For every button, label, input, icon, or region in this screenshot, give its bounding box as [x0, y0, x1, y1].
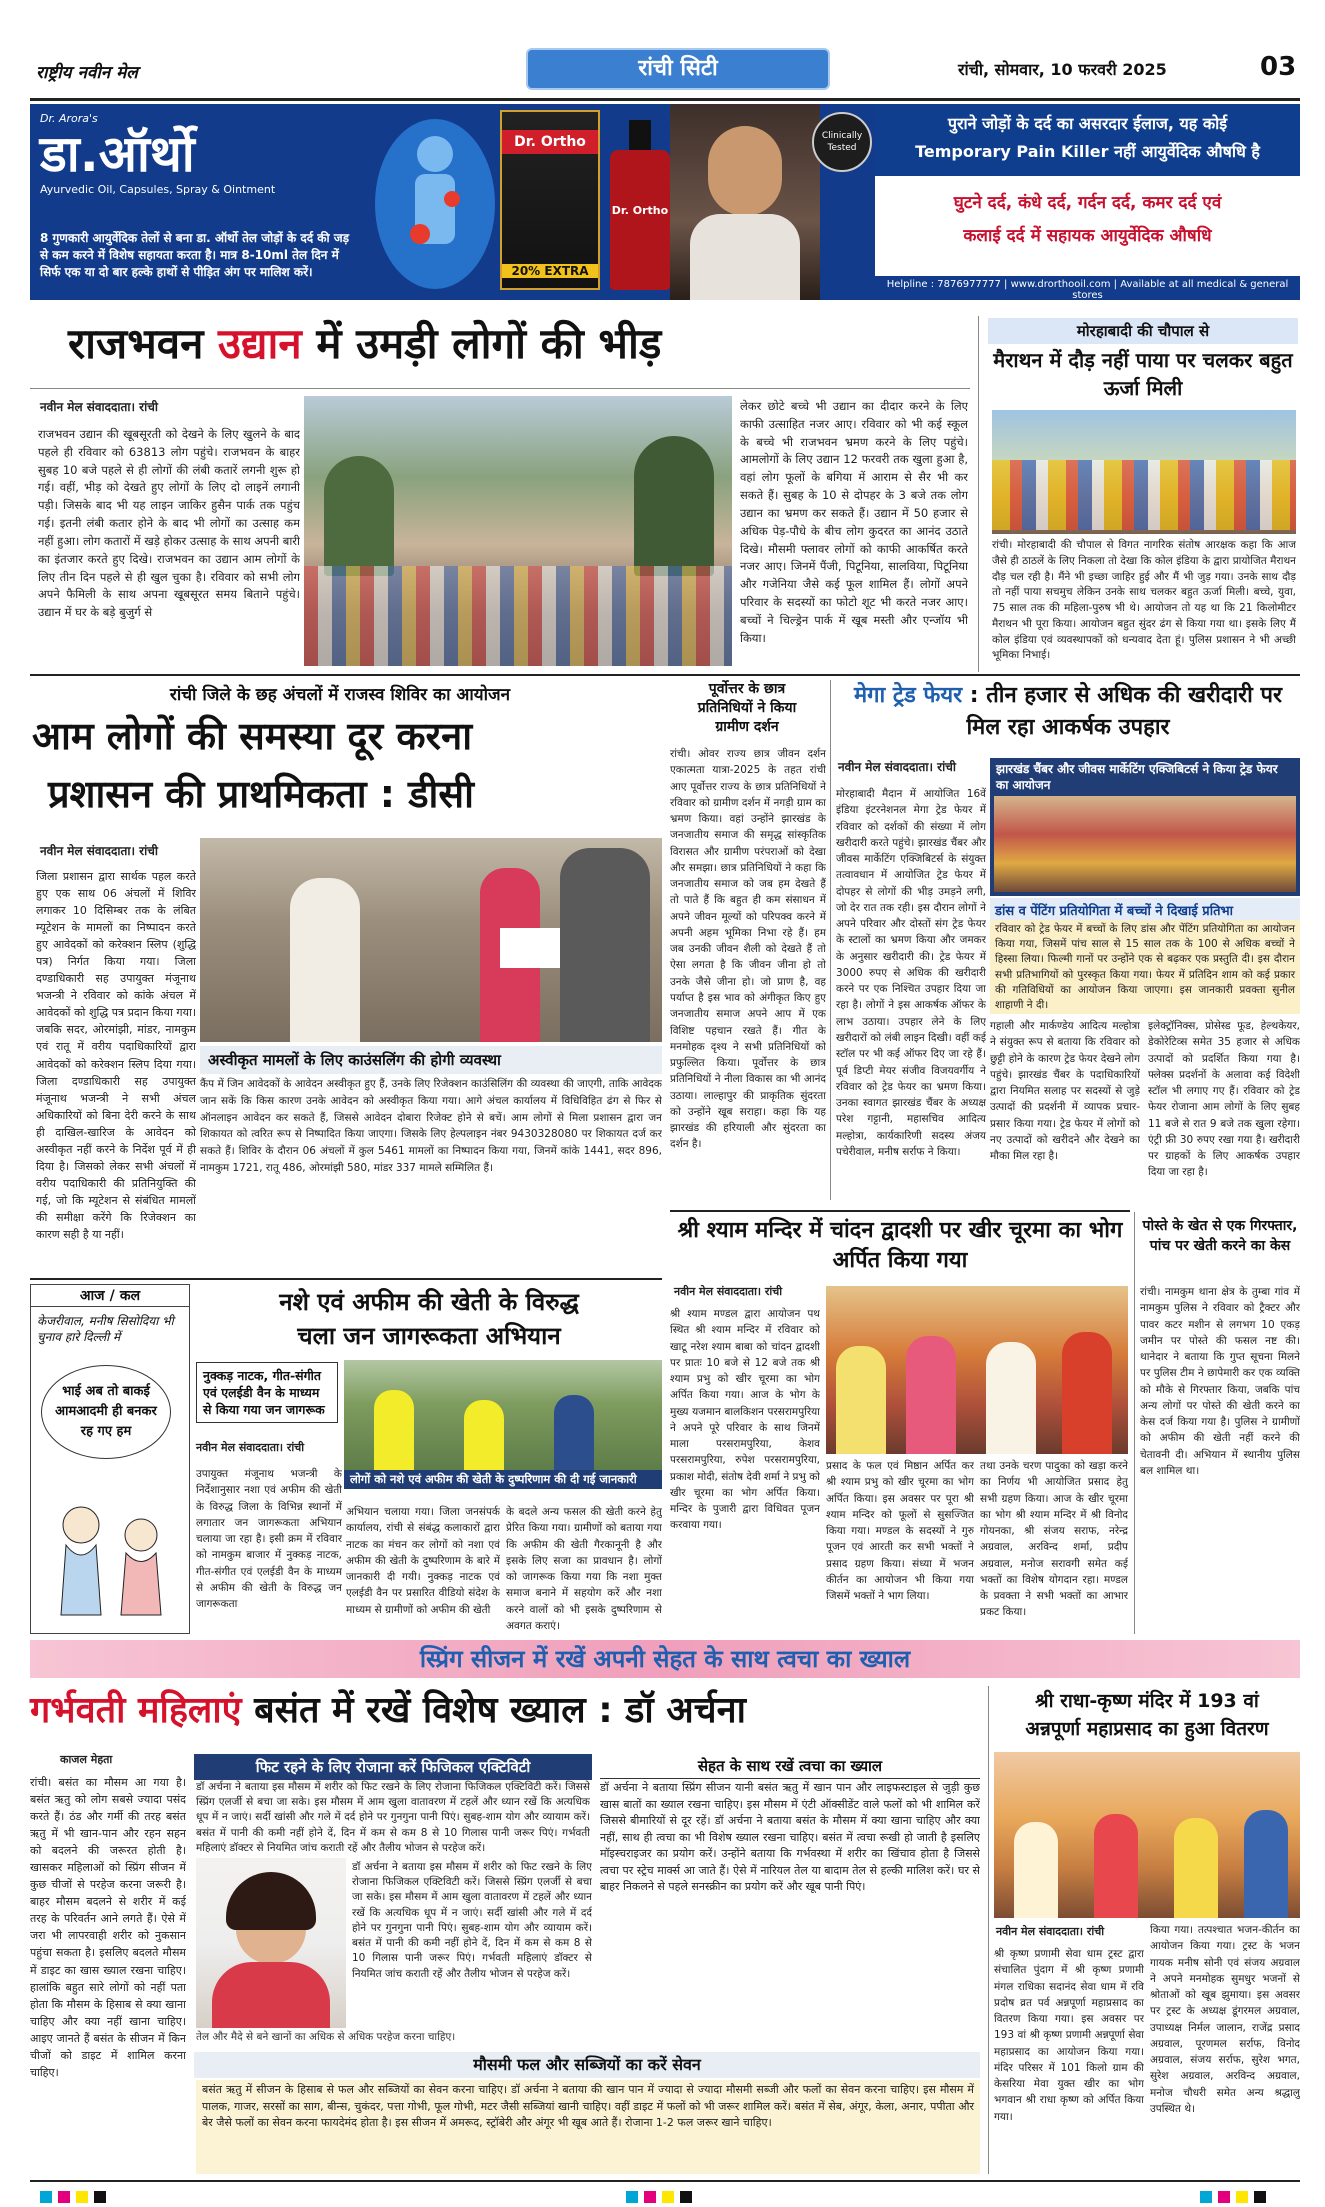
story3-byline: नवीन मेल संवाददाता। रांची	[196, 1441, 305, 1454]
story2-body: जिला प्रशासन द्वारा सार्थक पहल करते हुए एक साथ 06 अंचलों में शिविर लगाकर 10 दिसिम्बर तक के लंबित म्यूटेशन के मामलों का निष्पादन करते हुए आवेदकों को करेक्शन स्लिप (शुद्धि पत्र) निर्गत किया गया। जिला दण्डाधिकारी सह उपायुक्त मंजूनाथ भजन्त्री ने रविवार को कांके अंचल में आवेदकों को शुद्धि पत्र प्रदान किया गया। जबकि सदर, ओरमांझी, मांडर, नामकुम एवं रातू में वरीय पदाधिकारियों द्वारा आवेदकों को करेक्शन स्लिप दिया गया। जिला दण्डाधिकारी सह उपायुक्त मंजूनाथ भजन्त्री ने सभी अंचल अधिकारियों को बिना देरी करने के साथ ही दाखिल-खारिज के आवेदन को अस्वीकृत नहीं करने के निर्देश पूर्व में ही दिया है। जिसको लेकर सभी अंचलों में वरीय पदाधिकारी की प्रतिनियुक्ति की गई, जो कि म्यूटेशन से संबंधित मामलों की समीक्षा करेंगे कि रिजेक्शन का कारण सही है या नहीं।	[36, 870, 196, 1241]
story6-col2: प्रसाद के फल एवं मिष्ठान अर्पित कर श्री श्याम प्रभु को खीर चूरमा का भोग अर्पित किया। इस अवसर पर पूरा श्री श्याम मन्दिर को फूलों से सुसज्जित किया गया। मण्डल के सदस्यों ने गुरु पूजन एवं आरती कर सभी भक्तों ने प्रसाद ग्रहण किया। संध्या में भजन कीर्तन का आयोजन भी किया गया जिसमें भक्तों ने भाग लिया।	[826, 1460, 974, 1603]
column-divider-health	[988, 1686, 989, 2174]
story4-kicker-2: प्रतिनिधियों ने किया	[697, 700, 797, 716]
ad-brand-sub: Ayurvedic Oil, Capsules, Spray & Ointment	[40, 183, 276, 196]
story6-photo	[826, 1286, 1128, 1454]
health-byline: काजल मेहता	[60, 1753, 113, 1766]
story5-box-title: झारखंड चैंबर और जीवस मार्केटिंग एक्जिबिटर्स ने किया ट्रेड फेयर का आयोजन	[996, 762, 1278, 792]
story2-kicker: रांची जिले के छह अंचलों में राजस्व शिविर का आयोजन	[169, 685, 511, 705]
health-body: रांची। बसंत का मौसम आ गया है। बसंत ऋतु को लोग सबसे ज्यादा पसंद करते हैं। ठंड और गर्मी की तरह बसंत ऋतु में भी खान-पान और रहन सहन को बदलने की जरूरत होती है। खासकर महिलाओं को स्प्रिंग सीजन में कुछ चीजों से परहेज करना जरूरी है। बाहर मौसम बदलने से शरीर में कई तरह के परिवर्तन आने लगते हैं। ऐसे में जरा भी लापरवाही शरीर को नुकसान पहुंचा सकता है। इसलिए बदलते मौसम में डाइट का खास ख्याल रखना चाहिए। हालांकि बहुत सारे लोगों को नहीं पता होता कि मौसम के हिसाब से क्या खाना चाहिए और क्या नहीं खाना चाहिए। आइए जानते हैं बसंत के सीजन में किन चीजों को डाइट में शामिल करना चाहिए।	[30, 1776, 186, 2079]
registration-marks-left	[40, 2188, 112, 2207]
story1-headline-a: राजभवन	[68, 319, 219, 368]
ad-tested-text: Clinically Tested	[821, 131, 863, 153]
cartoon-caption: केजरीवाल, मनीष सिसोदिया भी चुनाव हारे दिल्ली में	[37, 1314, 174, 1344]
ad-tagline1: पुराने जोड़ों के दर्द का असरदार ईलाज, यह कोई	[947, 114, 1228, 133]
right1-kicker: मोरहाबादी की चौपाल से	[988, 318, 1298, 344]
ad-brand: डा.ऑर्थो	[40, 125, 195, 183]
fruit-head-bar	[194, 2052, 980, 2078]
registration-marks-right	[1200, 2188, 1272, 2207]
story3-col2: अभियान चलाया गया। जिला जनसंपर्क कार्यालय, रांची से संबंद्ध कलाकारों द्वारा नाटक का मंचन कर लोगों को नशा एवं अफीम की खेती के दुष्परिणाम के बारे में जानकारी दी गयी। नुक्कड़ नाटक एवं एलईडी वैन पर प्रसारित वीडियो संदेश के माध्यम से ग्रामीणों को अफीम की खेती	[346, 1506, 500, 1616]
fit-body: डॉ अर्चना ने बताया इस मौसम में शरीर को फिट रखने के लिए रोजाना फिजिकल एक्टिविटी करें। जिससे स्प्रिंग एलर्जी से बचा जा सके। इस मौसम में आम खुला वातावरण में टहलें और ध्यान रखें कि अत्यधिक धूप में न जाएं। सर्दी खांसी और गले में दर्द होने पर गुनगुना पानी पिएं। सुबह-शाम योग और व्यायाम करें। बसंत में पानी की कमी नहीं होने दें, दिन में कम से कम 8 से 10 गिलास पानी जरूर पिएं। गर्भवती महिलाएं डॉक्टर से नियमित जांच कराती रहें और तैलीय भोजन से परहेज करें।	[196, 1781, 590, 1854]
story1-headline-b: उद्यान	[218, 319, 302, 368]
story4-body: रांची। ओवर राज्य छात्र जीवन दर्शन एकात्मता यात्रा-2025 के तहत रांची आए पूर्वोत्तर राज्य के छात्र प्रतिनिधियों ने रविवार को ग्रामीण दर्शन में नगड़ी ग्राम का भ्रमण किया। वहां उन्होंने झारखंड के जनजातीय समाज की समृद्ध सांस्कृतिक विरासत और ग्रामीण परंपराओं को देखा और समझा। छात्र प्रतिनिधियों ने कहा कि जनजातीय समाज को जब हम देखते हैं तो पाते हैं कि बहुत ही कम संसाधन में अपने जीवन मूल्यों को परिपक्व करने में अपनी अहम भूमिका निभा रहे हैं। हम जब उनकी जीवन शैली को देखते हैं तो ऐसा लगता है कि जीवन जीना हो तो उनके जैसे जीना हो। जो प्राण है, वह पर्याप्त है इस भाव को अंगीकृत किए हुए जनजातीय समाज अपने आप में एक विशिष्ट पहचान रखते हैं। गीत के मनमोहक दृश्य ने सभी प्रतिनिधियों को प्रफुल्लित किया। पूर्वोत्तर के छात्र प्रतिनिधियों ने नीला विकास का भी आनंद उठाया। लाल्हापुर की प्राकृतिक सुंदरता को उन्होंने खूब सराहा। कहा कि यह झारखंड की हरियाली और सुंदरता का दर्शन है।	[670, 748, 826, 1151]
story3-headline1: नशे एवं अफीम की खेती के विरुद्ध	[279, 1288, 579, 1316]
story1-col2: लेकर छोटे बच्चे भी उद्यान का दीदार करने के लिए काफी उत्साहित नजर आए। रविवार को भी कई स्कूल के बच्चे भी राजभवन भ्रमण करने के लिए पहुंचे। आमलोगों के लिए उद्यान 12 फरवरी तक खुला हुआ है, वहां लोग फूलों के बगिया में आराम से सैर भी कर सकते हैं। सुबह के 10 से दोपहर के 3 बजे तक लोग उद्यान का भ्रमण कर सकते हैं। उद्यान में 50 हजार से अधिक पेड़-पौधे के बीच लोग कुदरत का आनंद उठाते दिखे। मौसमी फ्लावर लोगों को काफी आकर्षित करते नजर आए। जिनमें पैंजी, पिटूनिया, सालविया, पिटूनिया और गजेनिया जैसे कई फूल शामिल हैं। लोगों अपने परिवार के सदस्यों का फोटो शूट भी करते नजर आए। बच्चों ने चिल्ड्रेन पार्क में खूब मस्ती और एन्जॉय भी किया।	[740, 399, 968, 645]
health-banner-text: स्प्रिंग सीजन में रखें अपनी सेहत के साथ त्वचा का ख्याल	[419, 1645, 911, 1673]
story2-byline: नवीन मेल संवाददाता। रांची	[40, 844, 158, 858]
doctor-photo	[196, 1858, 346, 2028]
story5-photo	[994, 796, 1296, 892]
ad-tagline3: घुटने दर्द, कंधे दर्द, गर्दन दर्द, कमर दर्द एवं	[953, 193, 1222, 213]
story8-photo	[994, 1752, 1300, 1918]
story1-headline-c: में उमड़ी लोगों की भीड़	[301, 319, 662, 368]
ad-body-illustration	[360, 114, 510, 294]
story8-headline2: अन्नपूर्णा महाप्रसाद का हुआ वितरण	[1025, 1718, 1269, 1740]
story5-col2: इलेक्ट्रॉनिक्स, प्रोसेस्ड फूड, हेल्थकेयर, डेकोरेटिव्स समेत 35 हजार से अधिक उत्पादों को प्रदर्शित किया गया है। फ्लेक्स प्रदर्शनों के अलावा कई विदेशी स्टॉल भी लगाए गए हैं। रविवार को ट्रेड फेयर रोजाना आम लोगों के लिए सुबह 11 बजे से रात 9 बजे तक खुला रहेगा। एंट्री फ्री 30 रुपए रखा गया है। खरीदारी पर ग्राहकों के लिए आकर्षक उपहार दिया जा रहा है।	[1148, 1020, 1300, 1179]
ad-banner	[30, 104, 1300, 300]
story3-col1: उपायुक्त मंजूनाथ भजन्त्री के निर्देशानुसार नशा एवं अफीम की खेती के विरुद्ध जिला के विभिन्न स्थानों में लगातार जन जागरूकता अभियान चलाया जा रहा है। इसी क्रम में रविवार को नामकुम बाजार में नुक्कड़ नाटक, गीत-संगीत एवं एलईडी वैन के माध्यम से अफीम की खेती के विरुद्ध जन जागरूकता	[196, 1468, 342, 1611]
story4-kicker	[672, 680, 822, 737]
ad-bottle2-label: Dr. Ortho	[611, 204, 669, 217]
footer-rule	[30, 2180, 1300, 2182]
skin-body: डॉ अर्चना ने बताया स्प्रिंग सीजन यानी बसंत ऋतु में खान पान और लाइफस्टाइल से जुड़ी कुछ खास बातों का ख्याल रखना चाहिए। इस मौसम में एंटी ऑक्सीडेंट वाले फलों को भी शामिल करें जिससे बीमारियों से दूर रहें। डॉ अर्चना ने बताया बसंत के मौसम में क्या खाना चाहिए और क्या नहीं, साथ ही त्वचा का भी विशेष ख्याल रखना चाहिए। बसंत में त्वचा रूखी हो जाती है इसलिए मॉइस्चराइजर का प्रयोग करें। उन्होंने बताया कि गर्भवस्था में शरीर का खिंचाव होता है जिससे त्वचा पर स्ट्रेच मार्क्स आ जाते हैं। ऐसे में नारियल तेल या बादाम तेल से हल्की मालिश करें। घर से बाहर निकलने से पहले सनस्क्रीन का प्रयोग करें और खूब पानी पिएं।	[600, 1781, 980, 1893]
story4-kicker-1: पूर्वोत्तर के छात्र	[708, 681, 786, 697]
story8-col2: किया गया। तत्पश्चात भजन-कीर्तन का आयोजन किया गया। ट्रस्ट के भजन गायक मनीष सोनी एवं संजय अग्रवाल ने अपने मनमोहक सुमधुर भजनों से श्रोताओं को खूब झुमाया। इस अवसर पर ट्रस्ट के अध्यक्ष डूंगरमल अग्रवाल, उपाध्यक्ष निर्मल जालान, राजेंद्र प्रसाद अग्रवाल, पूरणमल सर्राफ, विनोद अग्रवाल, संजय सर्राफ, सुरेश भगत, सुरेश अग्रवाल, अरविन्द अग्रवाल, मनोज चौधरी समेत अन्य श्रद्धालु उपस्थित थे।	[1150, 1924, 1300, 2115]
cartoon-tag2: कल	[119, 1288, 141, 1304]
column-divider-far	[1134, 1212, 1135, 1634]
story5-photo-box	[990, 758, 1300, 896]
story8-headline1: श्री राधा-कृष्ण मंदिर में 193 वां	[1035, 1690, 1259, 1712]
story2-subbody: कैंप में जिन आवेदकों के आवेदन अस्वीकृत हुए हैं, उनके लिए रिजेक्शन काउंसिलिंग की व्यवस्था की जाएगी, ताकि आवेदक जान सकें कि किस कारण उनके आवेदन को अस्वीकृत किया गया। आगे अंचल कार्यालय में विधिविहित ढंग से फिर से ऑनलाइन आवेदन कर सकते हैं, जिससे आवेदन दोबारा रिजेक्ट होने से बचें। आम लोगों से मिला प्रशासन द्वारा जन शिकायत को त्वरित रूप से निष्पादित किया जाएगा। जिसके लिए हेल्पलाइन नंबर 9430328080 पर शिकायत दर्ज कर सकते हैं। शिविर के दौरान 06 अंचलों में कुल 5461 मामलों का निष्पादन किया गया, जिनमें कांके 1441, सदर 896, नामकुम 1721, रातू 486, ओरमांझी 580, मांडर 337 मामले सम्मिलित हैं।	[200, 1078, 662, 1174]
cartoon-bubble: भाई अब तो बाकई आमआदमी ही बनकर रह गए हम	[41, 1365, 171, 1459]
story3-col3: के बदले अन्य फसल की खेती करने हेतु प्रेरित किया गया। ग्रामीणों को बताया गया कि अफीम की खेती गैरकानूनी है और इसके लिए सजा का प्रावधान है। लोगों को जागरूक किया गया कि नशा मुक्त समाज बनाने में सहयोग करें और नशा करने वालों को भी इसके दुष्परिणाम से अवगत कराएं।	[506, 1506, 662, 1632]
ad-bottle	[610, 120, 670, 290]
story6-col1: श्री श्याम मण्डल द्वारा आयोजन पथ स्थित श्री श्याम मन्दिर में रविवार को खाटू नरेश श्याम बाबा को चांदन द्वादशी पर प्रातः 10 बजे से 12 बजे तक श्री श्याम प्रभु को खीर चूरमा का भोग अर्पित किया गया। आज के भोग के मुख्य यजमान बालकिशन परसरामपुरिया ने अपने पूरे परिवार के साथ जिनमें माला परसरामपुरिया, केशव परसरामपुरिया, रुपेश परसरामपुरिया, प्रकाश मोदी, संतोष देवी शर्मा ने प्रभु को खीर चूरमा का भोग अर्पित किया। मन्दिर के पुजारी द्वारा विधिवत पूजन करवाया गया।	[670, 1308, 820, 1532]
ad-brand-box	[40, 112, 340, 230]
skin-head: सेहत के साथ रखें त्वचा का ख्याल	[600, 1754, 980, 1779]
right1-photo	[992, 410, 1296, 534]
story1-headline	[68, 318, 968, 370]
health-headline-a: गर्भवती महिलाएं	[30, 1690, 242, 1731]
ad-bottle-label: Dr. Ortho	[502, 130, 598, 154]
story5-col1: गहाली और मार्कण्डेय आदित्य मल्होत्रा ने संयुक्त रूप से बताया कि रविवार को छुट्टी होने के कारण ट्रेड फेयर देखने लोग पहुंचे। झारखंड चैंबर के पदाधिकारियों द्वारा नियमित सलाह पर सदस्यों से जुड़े उत्पादों की प्रदर्शनी में व्यापक प्रचार-प्रसार किया गया। ट्रेड फेयर में लोगों को नए उत्पादों को खरीदने और देखने का मौका मिल रहा है।	[990, 1020, 1140, 1163]
cartoon-drawing	[41, 1495, 181, 1625]
story8-col1: श्री कृष्ण प्रणामी सेवा धाम ट्रस्ट द्वारा संचालित पुंदाग में श्री कृष्ण प्रणामी मंगल राधिका सदानंद सेवा धाम में रवि प्रदोष व्रत पर्व अन्नपूर्णा महाप्रसाद का वितरण किया गया। इस अवसर पर 193 वां श्री कृष्ण प्रणामी अन्नपूर्णा सेवा महाप्रसाद का आयोजन किया गया। मंदिर परिसर में 101 किलो ग्राम की केसरिया मेवा युक्त खीर का भोग भगवान श्री राधा कृष्ण को अर्पित किया गया।	[994, 1948, 1144, 2123]
health-headline	[30, 1686, 980, 1736]
ad-bottle-box	[500, 110, 600, 290]
story2-headline1: आम लोगों की समस्या दूर करना	[32, 714, 473, 758]
right1-headline: मैराथन में दौड़ नहीं पाया पर चलकर बहुत ऊर्जा मिली	[993, 348, 1293, 400]
ad-tagline-top	[875, 104, 1300, 176]
ad-tagline2: Temporary Pain Killer नहीं आयुर्वेदिक औषधि है	[915, 142, 1260, 161]
paper-name: राष्ट्रीय नवीन मेल	[36, 63, 138, 83]
ad-tagline4: कलाई दर्द में सहायक आयुर्वेदिक औषधि	[963, 226, 1212, 246]
story5-dance-body: रविवार को ट्रेड फेयर में बच्चों के लिए डांस और पेंटिंग प्रतियोगिता का आयोजन किया गया, जिसमें पांच साल से 15 साल तक के 100 से अधिक बच्चों ने हिस्सा लिया। फिल्मी गानों पर उन्होंने एक से बढ़कर एक प्रस्तुति दी। इस दौरान सभी प्रतिभागियों को पुरस्कृत किया गया। फेयर में प्रतिदिन शाम को कई प्रकार की गतिविधियों का आयोजन किया जाएगा। इस जानकारी प्रवक्ता सुनील शाहाणी ने दी।	[990, 920, 1300, 1014]
ad-extra-badge: 20% EXTRA	[502, 264, 598, 278]
page-number: 03	[1260, 52, 1297, 82]
story1-divider	[30, 388, 970, 389]
story5-headline-a: मेगा ट्रेड फेयर	[853, 683, 963, 708]
cartoon-tag: आज / कल	[31, 1285, 189, 1307]
story4-kicker-3: ग्रामीण दर्शन	[715, 719, 779, 735]
story2-photo	[200, 838, 662, 1042]
fit-head: फिट रहने के लिए रोजाना करें फिजिकल एक्टिविटी	[194, 1754, 592, 1780]
row1-rule	[30, 674, 1300, 676]
story2-headline2: प्रशासन की प्राथमिकता : डीसी	[48, 772, 474, 816]
ad-body: 8 गुणकारी आयुर्वेदिक तेलों से बना डा. ऑर्थो तेल जोड़ों के दर्द की जड़ से कम करने में विशेष सहायता करता है। मात्र 8-10ml तेल दिन में सिर्फ एक या दो बार हल्के हाथों से पीड़ित अंग पर मालिश करें।	[40, 231, 350, 279]
ad-helpline: Helpline : 7876977777 | www.drorthooil.com | Available at all medical & general stores	[886, 279, 1289, 300]
story6-headline: श्री श्याम मन्दिर में चांदन द्वादशी पर खीर चूरमा का भोग अर्पित किया गया	[677, 1218, 1123, 1273]
masthead-rule	[30, 98, 1300, 101]
section-title: रांची सिटी	[638, 56, 718, 81]
column-divider-mid	[830, 680, 831, 1200]
right1-body: रांची। मोरहाबादी की चौपाल से विगत नागरिक संतोष आरक्षक कहा कि आज जैसे ही ठाठलें के लिए निकला तो देखा कि कोल इंडिया के द्वारा प्रायोजित मैराथन दौड़ चल रही है। मैंने भी इच्छा जाहिर हुई और मैं भी जुड़ गया। उनके साथ दौड़ तो नहीं पाया सचमुच लेकिन उनके साथ चलकर बहुत ऊर्जा मिली। बच्चे, युवा, 75 साल तक की महिला-पुरुष भी थे। आयोजन तो यह था कि 21 किलोमीटर मैराथन भी पूरा किया। आयोजन बहुत सुंदर ढंग से किया गया था। इसके लिए मैं कोल इंडिया एवं व्यवस्थापकों को धन्यवाद देता हूं। पुलिस प्रशासन ने भी अच्छी भूमिका निभाई।	[992, 539, 1296, 662]
row2-rule-left	[30, 1278, 662, 1280]
fruit-body: बसंत ऋतु में सीजन के हिसाब से फल और सब्जियों का सेवन करना चाहिए। डॉ अर्चना ने बताया की खान पान में ज्यादा से ज्यादा मौसमी सब्जी और फलों का सेवन करना चाहिए। इस मौसम में पालक, गाजर, सरसों का साग, बीन्स, चुकंदर, पत्ता गोभी, फूल गोभी, मटर जैसी सब्जियां खानी चाहिए। वहीं डाइट में फलों को भी जरूर शामिल करें। बसंत में सेब, अंगूर, केला, अनार, पपीता और बेर जैसे फलों का सेवन करना फायदेमंद होता है। इस सीजन में अमरूद, स्ट्रॉबेरी और अंगूर भी खूब आते हैं। रोजाना 1-2 फल जरूर खाने चाहिए।	[196, 2080, 980, 2174]
story5-byline: नवीन मेल संवाददाता। रांची	[838, 760, 956, 774]
dateline: रांची, सोमवार, 10 फरवरी 2025	[958, 60, 1167, 79]
story8-byline: नवीन मेल संवाददाता। रांची	[996, 1925, 1105, 1938]
registration-marks-center	[626, 2188, 698, 2207]
story5-headline	[836, 680, 1300, 744]
story1-col1: राजभवन उद्यान की खूबसूरती को देखने के लिए खुलने के बाद पहले ही रविवार को 63813 लोग पहुंचे। राजभवन के बाहर सुबह 10 बजे पहले से ही लोगों की लंबी कतारें लगनी शुरू हो गई। वहीं, भीड़ को देखते हुए लोगों के लिए दो लाइनें लगानी पड़ी। जिसके बाद भी यह लाइन जाकिर हुसैन पार्क तक पहुंच गई। इतनी लंबी कतार होने के बाद भी लोगों का उत्साह कम नहीं हुआ। लोग कतारों में खड़े होकर उत्साह के साथ अपनी बारी का इंतजार करते हुए दिखे। राजभवन का उद्यान आम लोगों के लिए तीन दिन पहले से ही खुल चुका है। रविवार को सभी लोग अपने फैमिली के साथ अपना खूबसूरत समय बिताने पहुंचे। उद्यान में घर के बड़े बुजुर्ग से	[38, 427, 300, 620]
section-tab	[528, 50, 828, 88]
story5-body: मोरहाबादी मैदान में आयोजित 16वें इंडिया इंटरनेशनल मेगा ट्रेड फेयर में रविवार को दर्शकों की संख्या में लोग खरीदारी करते पहुंचे। झारखंड चैंबर और जीवस मार्केटिंग एक्जिबिटर्स के संयुक्त तत्वावधान में आयोजित ट्रेड फेयर में दोपहर से लोगों की भीड़ उमड़ने लगी, जो देर रात तक रही। इस दौरान लोगों ने अपने परिवार और दोस्तों संग ट्रेड फेयर के स्टालों का भ्रमण किया और जमकर के अनुसार खरीदारी की। ट्रेड फेयर में 3000 रुपए से अधिक की खरीदारी करने पर एक निश्चित उपहार दिया जा रहा है। लोगों ने इस आकर्षक ऑफर के लाभ उठाया। उपहार लेने के लिए खरीदारों को लंबी लाइन दिखी। वहीं कई स्टॉल पर भी कई ऑफर दिए जा रहे हैं। पूर्व डिप्टी मेयर संजीव विजयवर्गीय ने रविवार को ट्रेड फेयर का भ्रमण किया। उनका स्वागत झारखंड चैंबर के अध्यक्ष परेश गट्टानी, महासचिव आदित्य मल्होत्रा, कार्यकारिणी सदस्य अंजय पचेरीवाल, मनीष सर्राफ ने किया।	[836, 788, 986, 1158]
story3-photo-caption: लोगों को नशे एवं अफीम की खेती के दुष्परिणाम की दी गई जानकारी	[344, 1470, 662, 1489]
story3-photo	[344, 1360, 662, 1470]
story7-headline: पोस्ते के खेत से एक गिरफ्तार, पांच पर खेती करने का केस	[1142, 1218, 1298, 1254]
story2-subhead: अस्वीकृत मामलों के लिए काउंसलिंग की होगी व्यवस्था	[200, 1046, 662, 1074]
ad-celebrity-photo	[670, 104, 820, 300]
health-headline-b: बसंत में रखें विशेष ख्याल : डॉ अर्चना	[241, 1690, 746, 1731]
story1-photo	[304, 396, 732, 666]
story1-byline: नवीन मेल संवाददाता। रांची	[40, 400, 158, 414]
ad-brand-prefix: Dr. Arora's	[40, 112, 98, 125]
story5-dance-head: डांस व पेंटिंग प्रतियोगिता में बच्चों ने दिखाई प्रतिभा	[990, 898, 1300, 922]
health-banner	[30, 1640, 1300, 1678]
fruit-head: मौसमी फल और सब्जियों का करें सेवन	[473, 2055, 701, 2074]
story6-col3: तथा उनके चरण पादुका को खड़ा करने का निर्णय भी आयोजित प्रसाद हेतु सभी ग्रहण किया। आज के खीर चूरमा का भोग श्री श्याम मन्दिर में श्री विनोद गोयनका, श्री संजय सराफ, नरेन्द्र अग्रवाल, अरविन्द शर्मा, प्रदीप अग्रवाल, मनोज सरावगी समेत कई भक्तों का विशेष योगदान रहा। मण्डल के प्रवक्ता ने सभी भक्तों का आभार प्रकट किया।	[980, 1460, 1128, 1619]
story6-byline: नवीन मेल संवाददाता। रांची	[674, 1285, 783, 1298]
cartoon	[30, 1284, 190, 1634]
ad-tagline-bottom	[875, 176, 1300, 276]
fit-photo-caption: तेल और मैदे से बने खानों का अधिक से अधिक परहेज करना चाहिए।	[196, 2031, 456, 2043]
ad-tested-badge	[812, 112, 872, 172]
masthead	[30, 48, 1300, 98]
story7-body: रांची। नामकुम थाना क्षेत्र के तुम्बा गांव में नामकुम पुलिस ने रविवार को ट्रैक्टर और पावर कटर मशीन से लगभग 10 एकड़ जमीन पर पोस्ते की फसल नष्ट की। थानेदार ने बताया कि गुप्त सूचना मिलने पर पुलिस टीम ने छापेमारी कर एक व्यक्ति को मौके से गिरफ्तार किया, जबकि पांच अन्य लोगों पर पोस्ते की खेती करने का केस दर्ज किया गया है। पुलिस ने ग्रामीणों को अफीम की खेती नहीं करने की चेतावनी दी। अभियान में स्थानीय पुलिस बल शामिल था।	[1140, 1286, 1300, 1477]
cartoon-tag1: आज	[79, 1288, 105, 1304]
fit-body-2: डॉ अर्चना ने बताया इस मौसम में शरीर को फिट रखने के लिए रोजाना फिजिकल एक्टिविटी करें। जिससे स्प्रिंग एलर्जी से बचा जा सके। इस मौसम में आम खुला वातावरण में टहलें और ध्यान रखें कि अत्यधिक धूप में न जाएं। सर्दी खांसी और गले में दर्द होने पर गुनगुना पानी पिएं। सुबह-शाम योग और व्यायाम करें। बसंत में पानी की कमी नहीं होने दें, दिन में कम से कम 8 से 10 गिलास पानी जरूर पिएं। गर्भवती महिलाएं डॉक्टर से नियमित जांच कराती रहें और तैलीय भोजन से परहेज करें।	[352, 1861, 592, 1980]
story3-headline2: चला जन जागरूकता अभियान	[297, 1322, 561, 1350]
row2-rule-mid	[670, 1210, 1130, 1212]
column-divider-right	[978, 316, 979, 672]
story5-headline-b: : तीन हजार से अधिक की खरीदारी पर मिल रहा आकर्षक उपहार	[962, 683, 1283, 740]
story3-box: नुक्कड़ नाटक, गीत-संगीत एवं एलईडी वैन के माध्यम से किया गया जन जागरूक	[196, 1362, 338, 1423]
